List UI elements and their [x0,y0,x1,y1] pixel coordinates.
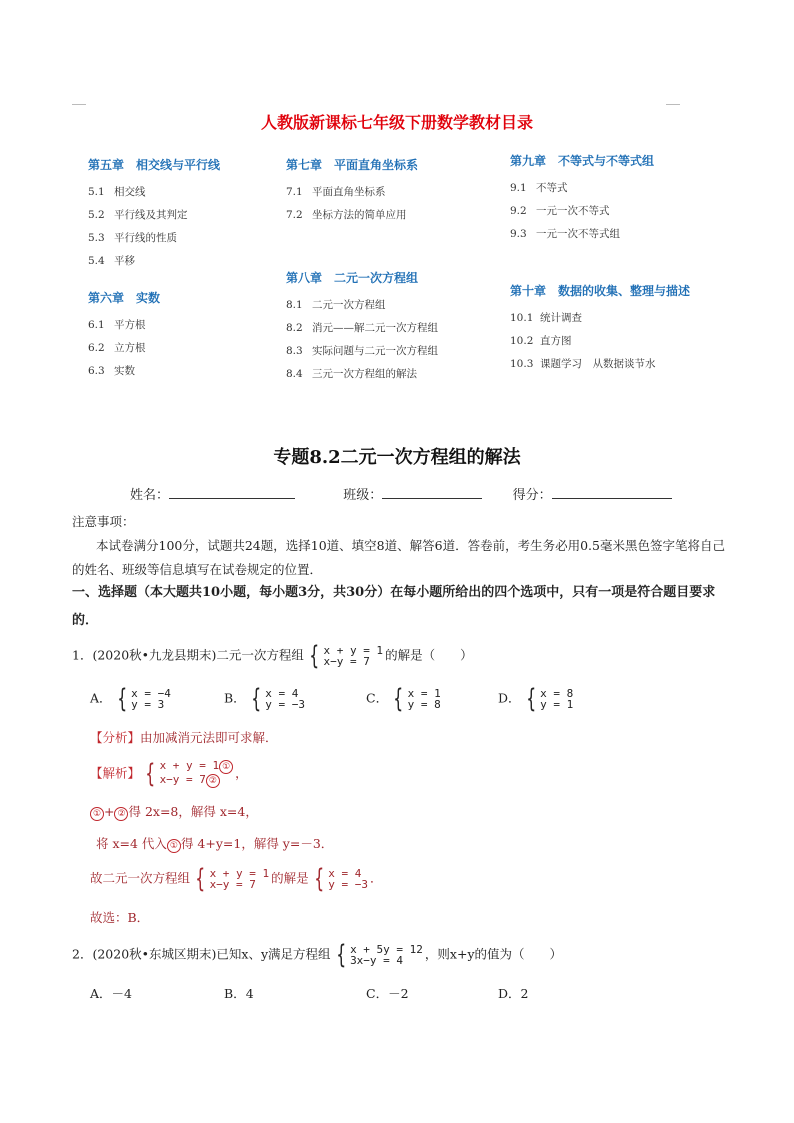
q1-solution: 【解析】 { x + y = 1 ① x−y = 7 ② ， [90,759,248,789]
q2-option-b[interactable]: B．4 [224,986,254,1001]
chapter-5-heading: 第五章 相交线与平行线 [88,158,221,172]
equation-system: { x + 5y = 12 3x−y = 4 [335,940,423,970]
toc-item: 8.2 消元——解二元一次方程组 [286,322,438,334]
chapter-6-heading: 第六章 实数 [88,291,161,305]
chapter-9-heading: 第九章 不等式与不等式组 [510,154,655,168]
chapter-7-heading: 第七章 平面直角坐标系 [286,158,419,172]
toc-title: 人教版新课标七年级下册数学教材目录 [260,113,533,132]
chapter-10-heading: 第十章 数据的收集、整理与描述 [510,284,691,298]
toc-item: 9.2 一元一次不等式 [510,205,610,217]
toc-item: 8.1 二元一次方程组 [286,299,386,311]
student-info-fields [130,484,672,503]
q1-option-d[interactable]: D． { x = 8 y = 1 [498,684,574,714]
corner-mark-right [666,104,680,105]
notes-body: 本试卷满分100分，试题共24题，选择10道、填空8道、解答6道．答卷前，考生务必用0.5毫米黑色签字笔将自己的姓名、班级等信息填写在试卷规定的位置． [72,538,725,577]
toc-item: 9.1 不等式 [510,182,568,194]
q1-conclusion: 故二元一次方程组 { x + y = 1 x−y = 7 的解是 { x = 4 y = −3 ． [90,864,383,894]
toc-item: 6.1 平方根 [88,319,146,331]
score-blank[interactable] [552,488,672,499]
toc-item: 7.1 平面直角坐标系 [286,186,386,198]
class-blank[interactable] [382,488,482,499]
toc-item: 6.2 立方根 [88,342,146,354]
toc-item: 5.1 相交线 [88,186,146,198]
q1-option-c[interactable]: C． { x = 1 y = 8 [366,684,441,714]
q2-option-c[interactable]: C．－2 [366,986,409,1001]
q1-choice: 故选：B． [90,910,150,925]
q1-option-a[interactable]: A． { x = −4 y = 3 [90,684,171,714]
toc-item: 10.2 直方图 [510,335,572,347]
toc-item: 5.3 平行线的性质 [88,232,177,244]
toc-column-1 [88,156,220,387]
equation-system: { x + y = 1 x−y = 7 [309,641,384,671]
q1-step-1: ① + ② 得 2x=8，解得 x=4， [90,802,258,821]
toc-item: 10.3 课题学习 从数据谈节水 [510,358,656,370]
question-2-stem: 2．(2020秋•东城区期末)已知x、y满足方程组 { x + 5y = 12 3x−y = 4 ，则x+y的值为（ ） [72,940,563,970]
q2-option-d[interactable]: D．2 [498,986,529,1001]
chapter-8-heading: 第八章 二元一次方程组 [286,271,419,285]
document-title: 专题8.2二元一次方程组的解法 [273,447,521,468]
toc-item: 10.1 统计调查 [510,312,582,324]
toc-item: 5.4 平移 [88,255,135,267]
section-1-heading: 一、选择题（本大题共10小题，每小题3分，共30分）在每小题所给出的四个选项中，只有一项是符合题目要求的． [72,585,716,628]
toc-item: 9.3 一元一次不等式组 [510,228,620,240]
notes-heading: 注意事项： [72,514,135,529]
class-label: 班级： [343,488,383,503]
q1-step-2: 将 x=4 代入 ① 得 4+y=1，解得 y=－3． [96,836,334,851]
toc-column-3 [510,152,690,380]
question-1-stem: 1．(2020秋•九龙县期末)二元一次方程组 { x + y = 1 x−y = 7 的解是（ ） [72,641,473,671]
score-label: 得分： [512,488,552,503]
q1-analysis: 【分析】由加减消元法即可求解． [90,730,278,745]
corner-mark-left [72,104,86,105]
toc-item: 7.2 坐标方法的简单应用 [286,209,407,221]
q1-option-b[interactable]: B． { x = 4 y = −3 [224,684,305,714]
toc-item: 5.2 平行线及其判定 [88,209,188,221]
name-label: 姓名： [130,488,170,503]
q2-option-a[interactable]: A．－4 [90,986,132,1001]
notes-block [72,510,727,582]
toc-item: 8.4 三元一次方程组的解法 [286,368,417,380]
toc-item: 8.3 实际问题与二元一次方程组 [286,345,438,357]
toc-item: 6.3 实数 [88,365,135,377]
name-blank[interactable] [169,488,295,499]
toc-column-2 [286,156,438,390]
